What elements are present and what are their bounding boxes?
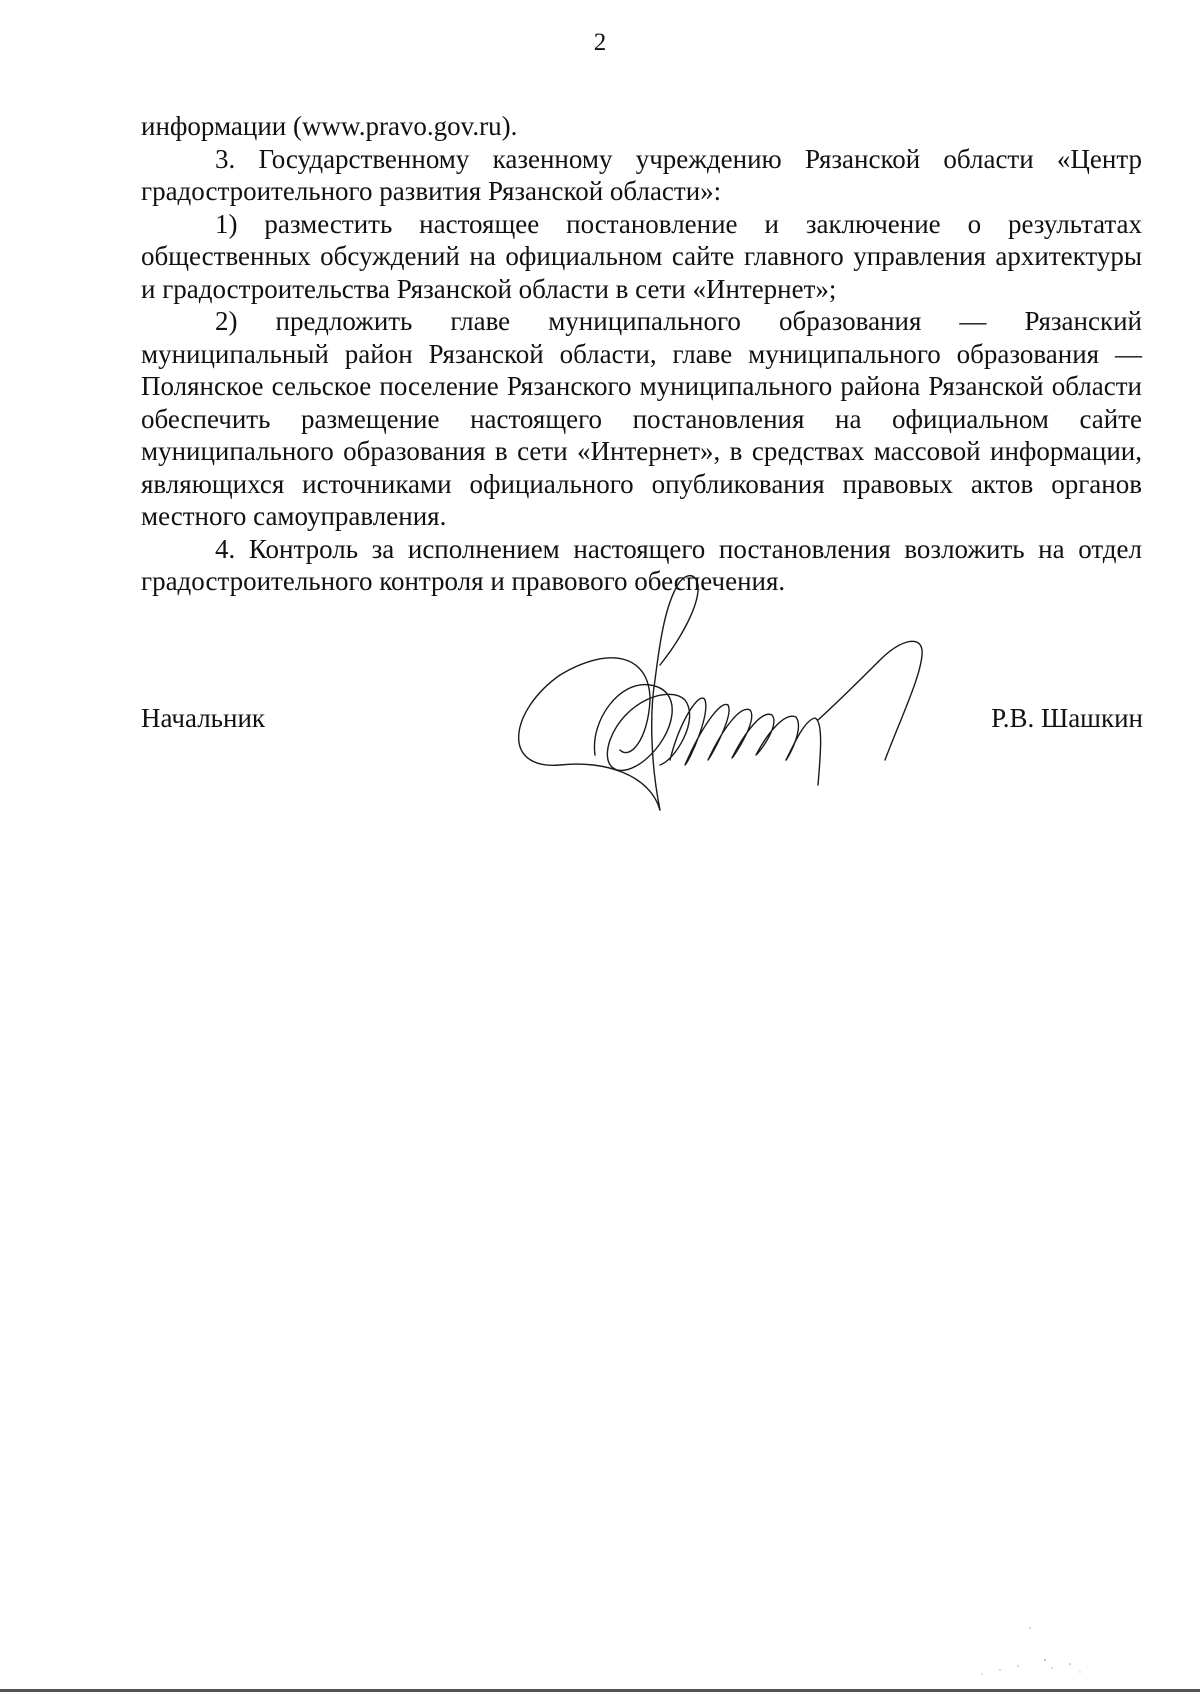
- paragraph-item-4: 4. Контроль за исполнением настоящего постановления возложить на отдел градостроительного контроля и правового обеспечения.: [141, 533, 1142, 596]
- page-number: 2: [593, 29, 607, 56]
- paragraph-subitem-1: 1) разместить настоящее постановление и заключение о результатах общественных обсуждений на официальном сайте главного управления архитектуры и градостроительства Рязанской области в сети «Интернет»;: [141, 208, 1142, 304]
- handwritten-signature-icon: [500, 560, 970, 830]
- scan-bottom-edge: [0, 1689, 1200, 1692]
- paragraph-item-3: 3. Государственному казенному учреждению Рязанской области «Центр градостроительного развития Рязанской области»:: [141, 143, 1142, 206]
- scan-noise-marks: [960, 1620, 1100, 1680]
- document-body: [141, 110, 1142, 598]
- signatory-name: Р.В. Шашкин: [991, 703, 1143, 733]
- paragraph-subitem-2: 2) предложить главе муниципального образования — Рязанский муниципальный район Рязанской области, главе муниципального образования — Полянское сельское поселение Рязанского муниципального района Рязанской области обеспечить размещение настоящего постановления на официальном сайте муниципального образования в сети «Интернет», в средствах массовой информации, являющихся источниками официального опубликования правовых актов органов местного самоуправления.: [141, 306, 1142, 531]
- signatory-position: Начальник: [141, 703, 266, 733]
- paragraph-continuation: информации (www.pravo.gov.ru).: [141, 111, 518, 141]
